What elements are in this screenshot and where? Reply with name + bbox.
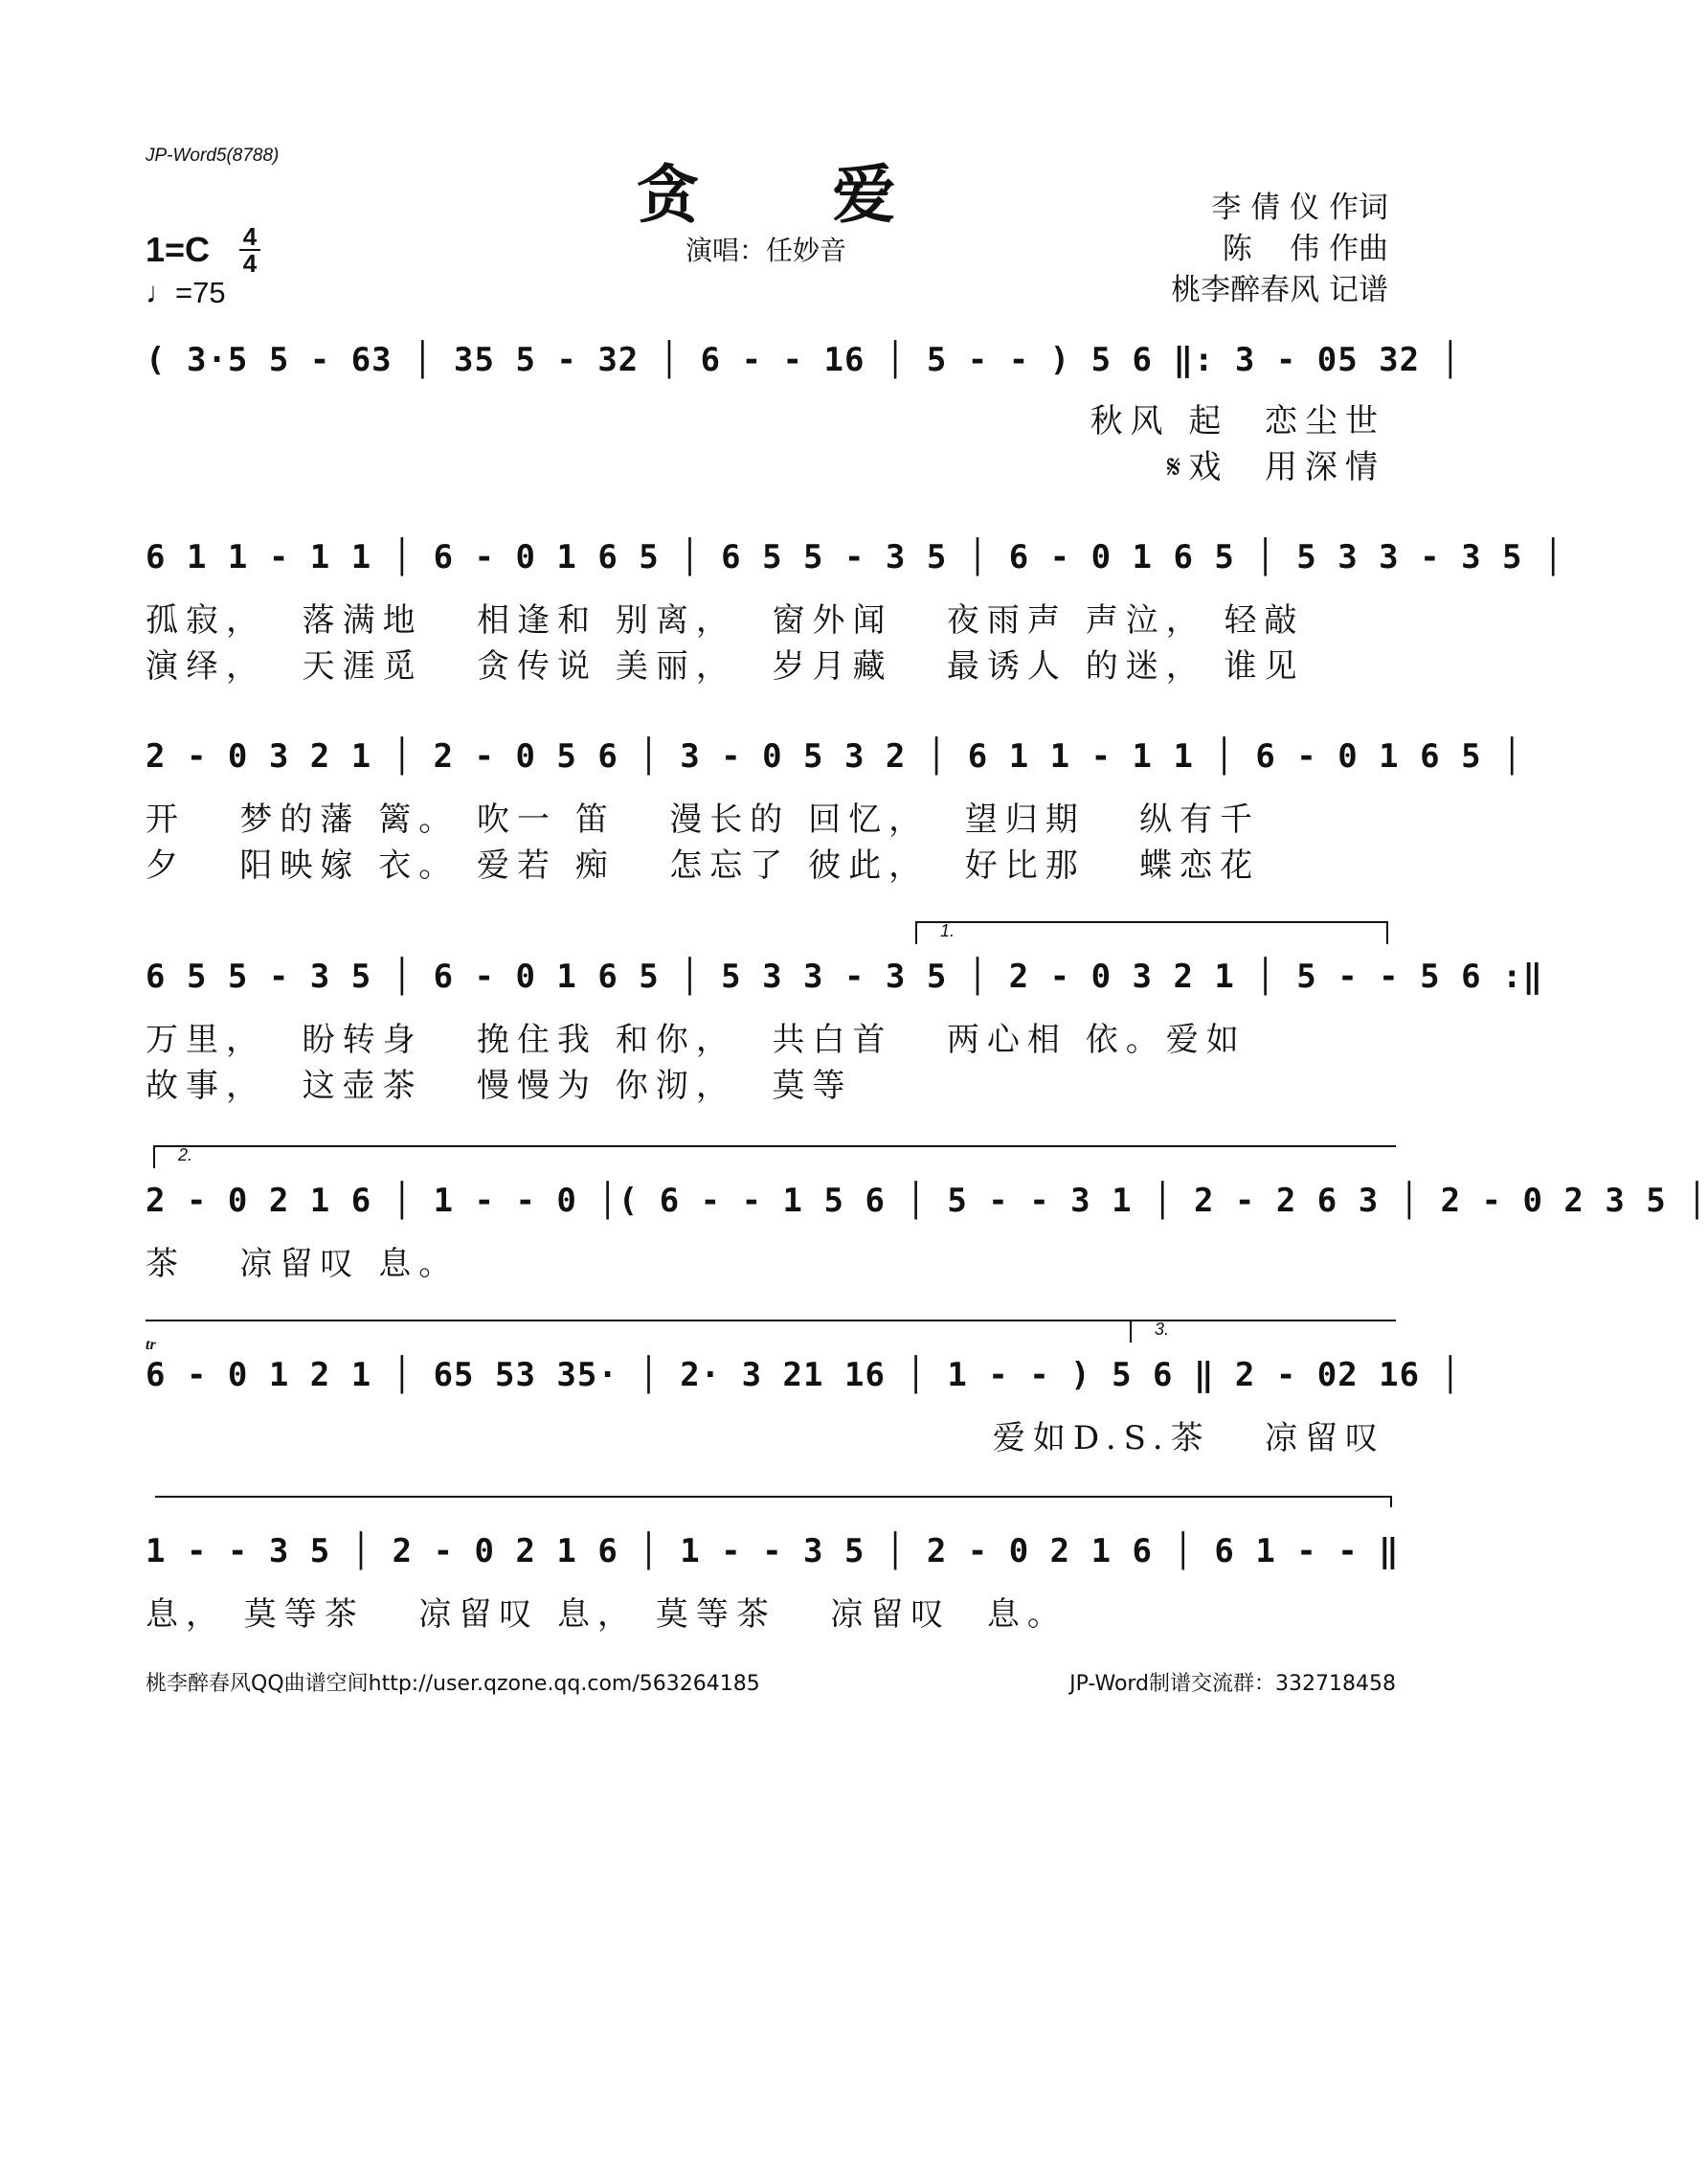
time-signature-top: 4 <box>242 222 258 251</box>
software-label: JP-Word5(8788) <box>146 146 280 166</box>
time-signature-bottom: 4 <box>242 249 258 278</box>
score-system-1-lyrics-1: 秋风 起 恋尘世 <box>1090 402 1385 440</box>
transcriber-credit: 桃李醉春风 记谱 <box>1171 273 1388 307</box>
score-system-5-notes: 2 - 0 2 1 6 │ 1 - - 0 │( 6 - - 1 5 6 │ 5 - - 3 1 │ 2 - 2 6 3 │ 2 - 0 2 3 5 │ <box>146 1182 1708 1220</box>
score-system-6-lyrics-1: 爱如D.S.茶 凉留叹 <box>992 1419 1385 1457</box>
credits-block <box>1171 188 1388 311</box>
score-system-7-lyrics-1: 息， 莫等茶 凉留叹 息， 莫等茶 凉留叹 息。 <box>146 1595 1068 1634</box>
tempo-marking: ♩=75 <box>146 276 226 309</box>
volta-bracket-2 <box>153 1145 1396 1168</box>
singer-credit: 演唱：任妙音 <box>685 235 846 266</box>
score-system-4-notes: 6 5 5 - 3 5 │ 6 - 0 1 6 5 │ 5 3 3 - 3 5 │ 2 - 0 3 2 1 │ 5 - - 5 6 :‖ <box>146 958 1543 996</box>
volta-number-2: 2. <box>178 1145 193 1164</box>
volta-number-3: 3. <box>1155 1320 1170 1339</box>
score-system-3-lyrics-2: 夕 阳映嫁 衣。 爱若 痴 怎忘了 彼此， 好比那 蝶恋花 <box>146 846 1261 885</box>
score-system-3-notes: 2 - 0 3 2 1 │ 2 - 0 5 6 │ 3 - 0 5 3 2 │ 6 1 1 - 1 1 │ 6 - 0 1 6 5 │ <box>146 737 1523 776</box>
key-signature: 1=C <box>146 230 211 269</box>
time-signature <box>239 224 260 276</box>
score-system-4-lyrics-1: 万里， 盼转身 挽住我 和你， 共白首 两心相 依。爱如 <box>146 1021 1247 1059</box>
volta-number-1: 1. <box>940 921 955 940</box>
score-system-7-notes: 1 - - 3 5 │ 2 - 0 2 1 6 │ 1 - - 3 5 │ 2 - 0 2 1 6 │ 6 1 - - ‖ <box>146 1532 1400 1570</box>
lyricist-credit: 李 倩 仪 作词 <box>1211 191 1388 225</box>
trill-marking: tr <box>146 1337 156 1353</box>
score-system-5-lyrics-1: 茶 凉留叹 息。 <box>146 1245 460 1283</box>
footer-left-link: 桃李醉春风QQ曲谱空间http://user.qzone.qq.com/563264185 <box>146 1672 760 1696</box>
score-system-2-lyrics-1: 孤寂， 落满地 相逢和 别离， 窗外闻 夜雨声 声泣， 轻敲 <box>146 601 1305 640</box>
score-system-4-lyrics-2: 故事， 这壶茶 慢慢为 你沏， 莫等 <box>146 1067 853 1105</box>
volta-bracket-3 <box>1130 1320 1396 1343</box>
footer-right-group: JP-Word制谱交流群：332718458 <box>1069 1672 1396 1696</box>
score-system-1-notes: ( 3·5 5 - 63 │ 35 5 - 32 │ 6 - - 16 │ 5 - - ) 5 6 ‖: 3 - 05 32 │ <box>146 341 1462 379</box>
composer-credit: 陈 伟 作曲 <box>1222 232 1388 266</box>
score-system-2-notes: 6 1 1 - 1 1 │ 6 - 0 1 6 5 │ 6 5 5 - 3 5 │ 6 - 0 1 6 5 │ 5 3 3 - 3 5 │ <box>146 538 1564 576</box>
coda-bracket-line <box>155 1496 1392 1507</box>
score-system-1-lyrics-2: 𝄋戏 用深情 <box>1166 448 1385 486</box>
score-system-3-lyrics-1: 开 梦的藩 篱。 吹一 笛 漫长的 回忆， 望归期 纵有千 <box>146 801 1261 839</box>
song-title: 贪 爱 <box>636 157 952 232</box>
score-system-2-lyrics-2: 演绎， 天涯觅 贪传说 美丽， 岁月藏 最诱人 的迷， 谁见 <box>146 647 1305 686</box>
volta-bracket-1 <box>915 921 1388 944</box>
score-system-6-notes: 6 - 0 1 2 1 │ 65 53 35· │ 2· 3 21 16 │ 1 - - ) 5 6 ‖ 2 - 02 16 │ <box>146 1356 1462 1394</box>
